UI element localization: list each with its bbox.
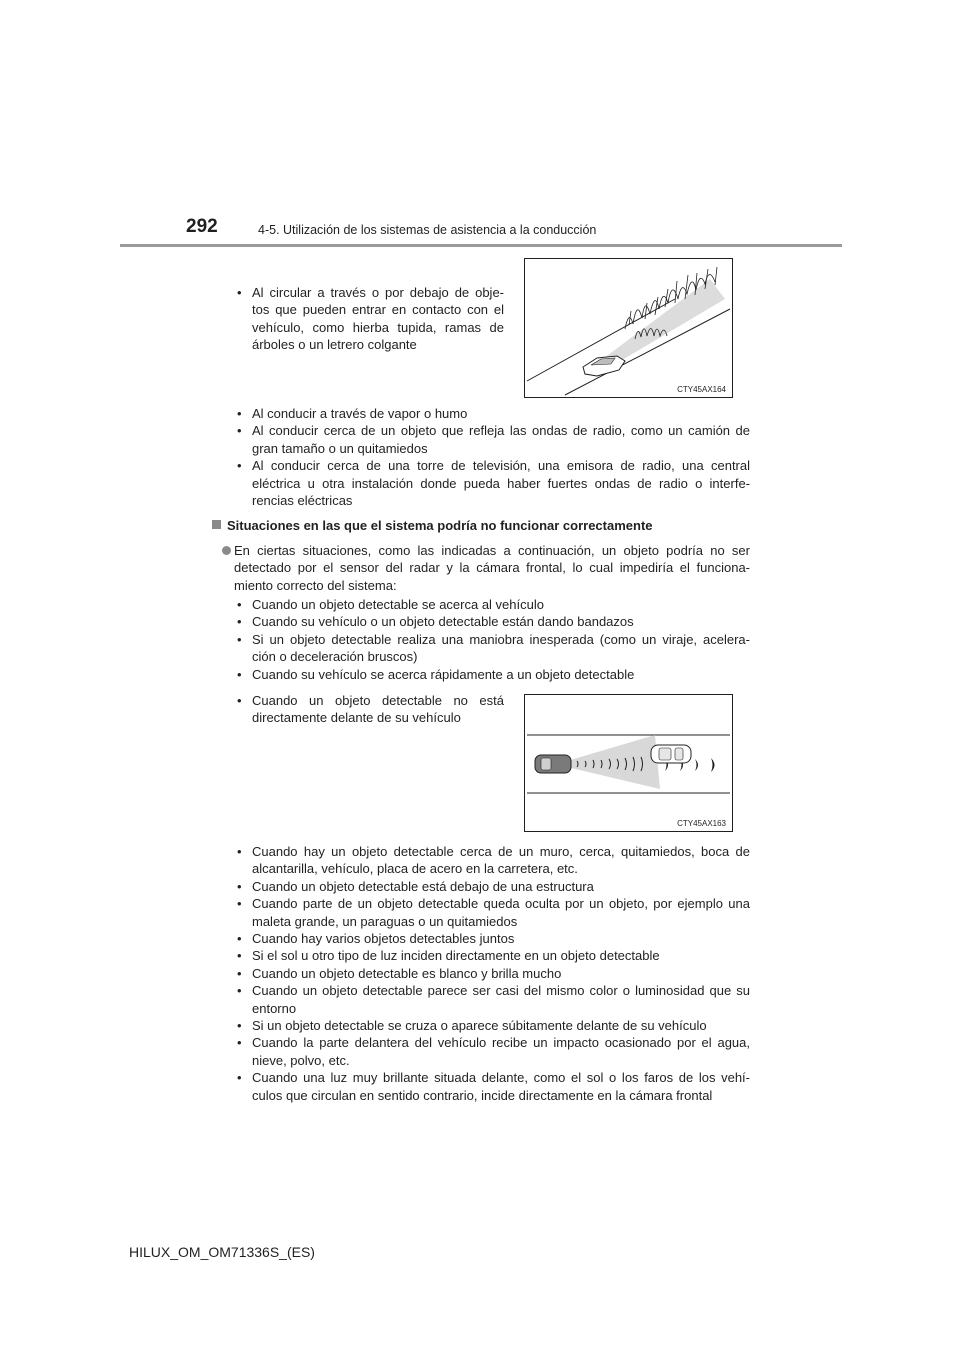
- list-item: • Cuando un objeto detectable es blanco y brilla mucho: [236, 965, 750, 982]
- section-title: 4-5. Utilización de los sistemas de asistencia a la conducción: [258, 223, 597, 237]
- figure-code: CTY45AX163: [677, 819, 726, 828]
- list-item: • Si un objeto detectable realiza una maniobra inesperada (como un viraje, acelera- ción o deceleración bruscos): [236, 631, 750, 666]
- bullet-list-3: [236, 596, 750, 683]
- square-bullet-icon: [212, 520, 221, 529]
- list-item: • Cuando un objeto detectable no está directamente delante de su vehículo: [236, 692, 504, 727]
- list-item: • Al conducir cerca de un objeto que refleja las ondas de radio, como un camión de gran tamaño o un quitamiedos: [236, 422, 750, 457]
- list-item: • Si el sol u otro tipo de luz inciden directamente en un objeto detectable: [236, 947, 750, 964]
- bullet-list-1: [236, 284, 504, 354]
- list-item: • Al conducir cerca de una torre de televisión, una emisora de radio, una central eléctrica u otra instalación donde pueda haber fuertes ondas de radio o interfe- rencias eléctricas: [236, 457, 750, 509]
- intro-text: En ciertas situaciones, como las indicadas a continuación, un objeto podría no ser detectado por el sensor del radar y la cámara frontal, lo cual impediría el funciona- miento correcto del sistema:: [234, 543, 750, 593]
- list-item: • Al conducir a través de vapor o humo: [236, 405, 750, 422]
- page-number: 292: [186, 216, 218, 237]
- section-heading: [212, 517, 653, 534]
- own-car-icon: [535, 755, 571, 773]
- figure-offset-object: [524, 694, 733, 832]
- heading-text: Situaciones en las que el sistema podría no funcionar correctamente: [227, 518, 653, 533]
- bullet-list-4: [236, 692, 504, 727]
- list-item: • Cuando una luz muy brillante situada delante, como el sol o los faros de los vehí- culos que circulan en sentido contrario, incide directamente en la cámara frontal: [236, 1069, 750, 1104]
- car-icon: [583, 356, 625, 376]
- list-item: • Cuando un objeto detectable parece ser casi del mismo color o luminosidad que su entorno: [236, 982, 750, 1017]
- vegetation-road-illustration: [525, 259, 732, 397]
- footer-doc-code: HILUX_OM_OM71336S_(ES): [129, 1244, 315, 1260]
- intro-paragraph: [224, 542, 750, 594]
- list-item: • Cuando la parte delantera del vehículo recibe un impacto ocasionado por el agua, nieve, polvo, etc.: [236, 1034, 750, 1069]
- list-item: • Al circular a través o por debajo de obje- tos que pueden entrar en contacto con el vehículo, como hierba tupida, ramas de árboles o un letrero colgante: [236, 284, 504, 354]
- offset-object-illustration: [525, 695, 732, 831]
- list-item: • Cuando hay un objeto detectable cerca de un muro, cerca, quitamiedos, boca de alcantarilla, vehículo, placa de acero en la carretera, etc.: [236, 843, 750, 878]
- target-car-icon: [651, 745, 691, 763]
- list-item: • Cuando hay varios objetos detectables juntos: [236, 930, 750, 947]
- header-rule: [120, 244, 842, 247]
- list-item: • Cuando su vehículo o un objeto detectable están dando bandazos: [236, 613, 750, 630]
- list-item: • Cuando su vehículo se acerca rápidamente a un objeto detectable: [236, 666, 750, 683]
- bullet-list-5: [236, 843, 750, 1104]
- list-item: • Cuando un objeto detectable se acerca al vehículo: [236, 596, 750, 613]
- figure-code: CTY45AX164: [677, 385, 726, 394]
- list-item: • Cuando un objeto detectable está debajo de una estructura: [236, 878, 750, 895]
- bullet-list-2: [236, 405, 750, 509]
- list-item: • Cuando parte de un objeto detectable queda oculta por un objeto, por ejemplo una maleta grande, un paraguas o un quitamiedos: [236, 895, 750, 930]
- figure-vegetation-obstacle: [524, 258, 733, 398]
- list-item: • Si un objeto detectable se cruza o aparece súbitamente delante de su vehículo: [236, 1017, 750, 1034]
- circle-bullet-icon: [222, 546, 231, 555]
